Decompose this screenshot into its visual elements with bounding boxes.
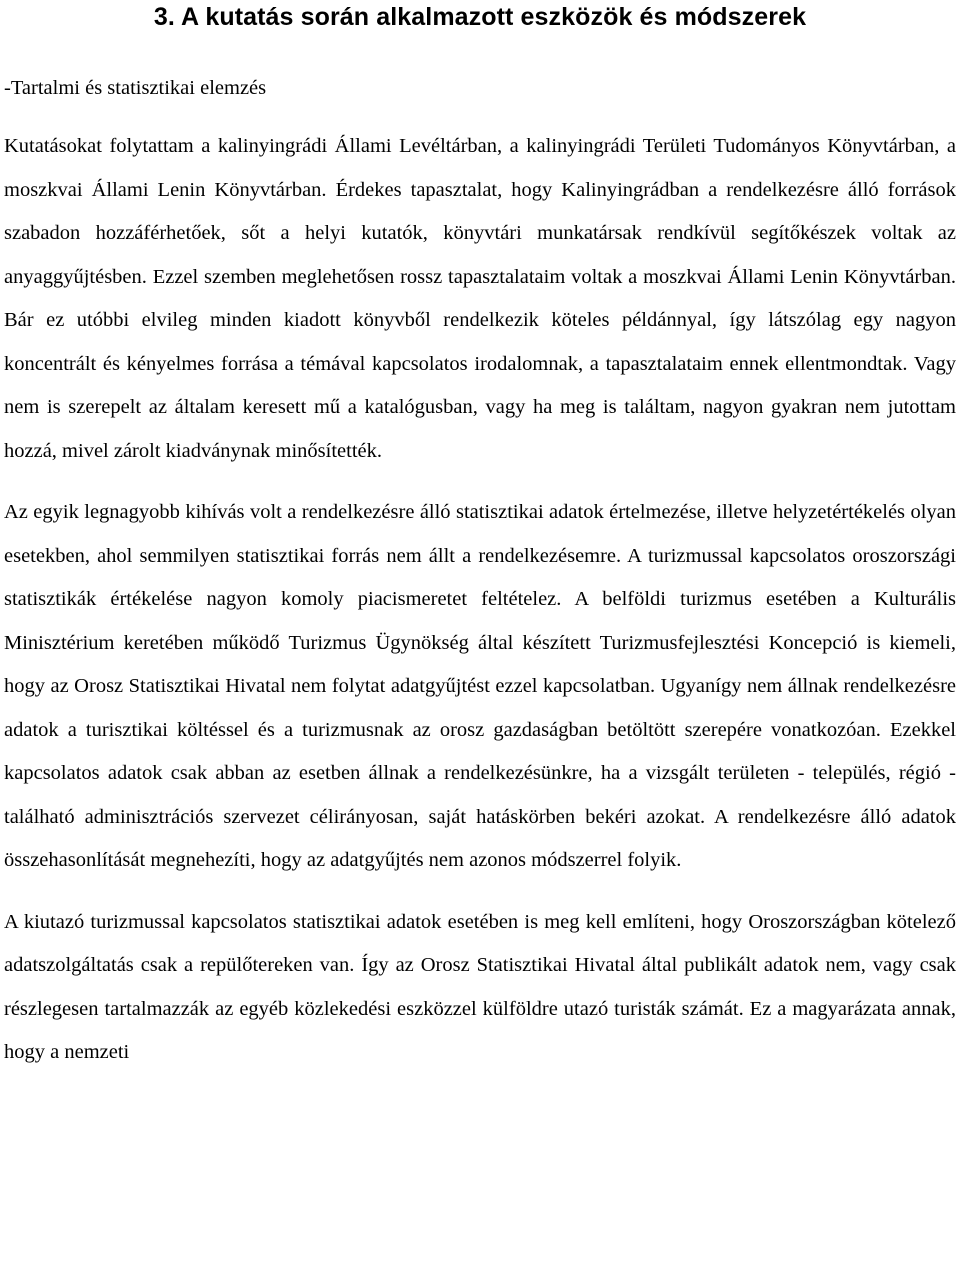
subsection-heading: -Tartalmi és statisztikai elemzés: [4, 77, 267, 99]
section-heading: 3. A kutatás során alkalmazott eszközök és módszerek: [153, 3, 807, 31]
paragraph-outbound-tourism: A kiutazó turizmussal kapcsolatos statisztikai adatok esetében is meg kell említeni, hogy Oroszországban kötelező adatszolgáltatás csak a repülőtereken van. Így az Orosz Statisztikai Hivatal által publikált adatok nem, vagy csak részlegesen tartalmazzák az egyéb közlekedési eszközzel külföldre utazó turisták számát. Ez a magyarázata annak, hogy a nemzeti: [4, 910, 956, 1063]
paragraph-statistics: Az egyik legnagyobb kihívás volt a rendelkezésre álló statisztikai adatok értelmezése, illetve helyzetértékelés olyan esetekben, ahol semmilyen statisztikai forrás nem állt a rendelkezésemre. A turizmussal kapcsolatos oroszországi statisztikák értékelése nagyon komoly piacismeretet feltételez. A belföldi turizmus esetében a Kulturális Minisztérium keretében működő Turizmus Ügynökség által készített Turizmusfejlesztési Koncepció is kiemeli, hogy az Orosz Statisztikai Hivatal nem folytat adatgyűjtést ezzel kapcsolatban. Ugyanígy nem állnak rendelkezésre adatok a turisztikai költéssel és a turizmusnak az orosz gazdaságban betöltött szerepére vonatkozóan. Ezekkel kapcsolatos adatok csak abban az esetben állnak a rendelkezésünkre, ha a vizsgált területen - település, régió - található adminisztrációs szervezet célirányosan, saját hatáskörben bekéri azokat. A rendelkezésre álló adatok összehasonlítását megnehezíti, hogy az adatgyűjtés nem azonos módszerrel folyik.: [4, 501, 956, 871]
paragraph-archives: Kutatásokat folytattam a kalinyingrádi Állami Levéltárban, a kalinyingrádi Területi Tudományos Könyvtárban, a moszkvai Állami Lenin Könyvtárban. Érdekes tapasztalat, hogy Kalinyingrádban a rendelkezésre álló források szabadon hozzáférhetőek, sőt a helyi kutatók, könyvtári munkatársak rendkívül segítőkészek voltak az anyaggyűjtésben. Ezzel szemben meglehetősen rossz tapasztalataim voltak a moszkvai Állami Lenin Könyvtárban. Bár ez utóbbi elvileg minden kiadott könyvből rendelkezik köteles példánnyal, így látszólag egy nagyon koncentrált és kényelmes forrása a témával kapcsolatos irodalomnak, a tapasztalataim ennek ellentmondtak. Vagy nem is szerepelt az általam keresett mű a katalógusban, vagy ha meg is találtam, nagyon gyakran nem jutottam hozzá, mivel zárolt kiadványnak minősítették.: [4, 135, 956, 462]
